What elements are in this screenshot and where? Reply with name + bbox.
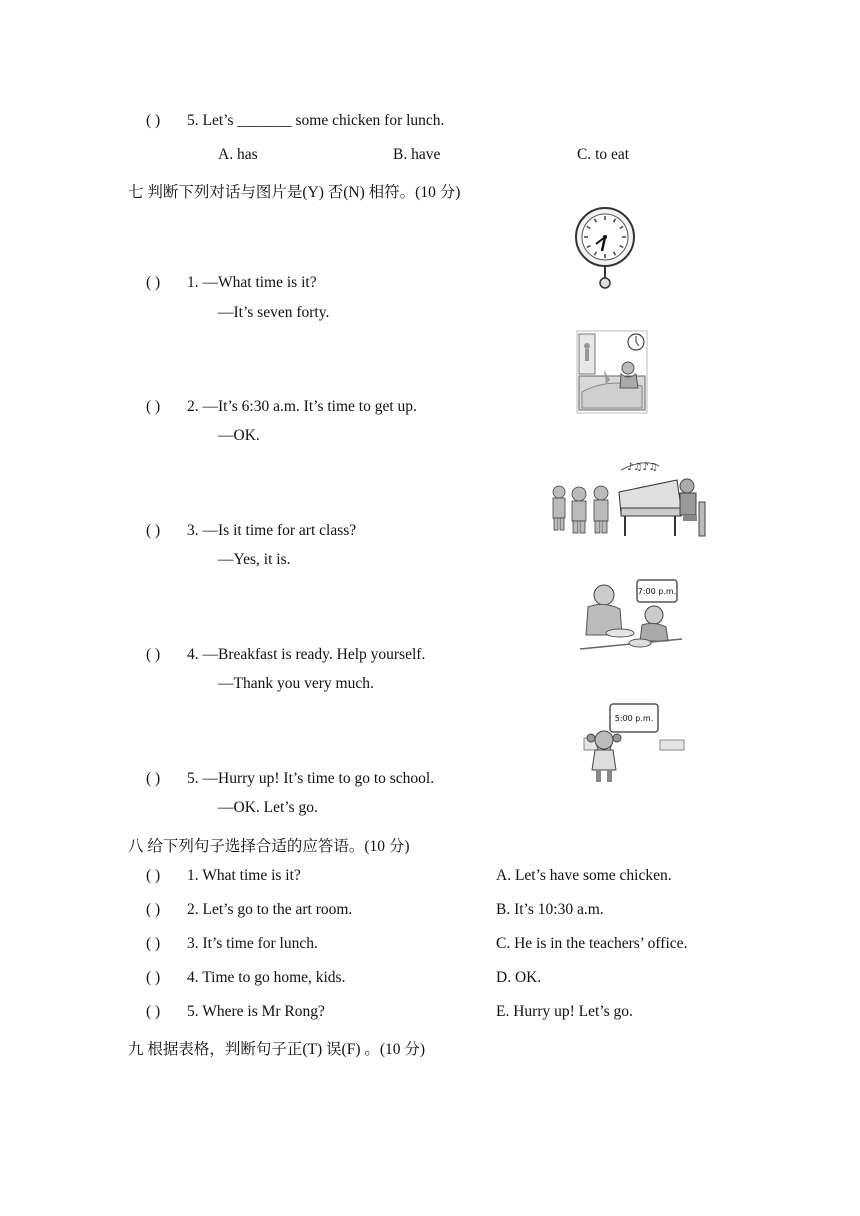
s8-answer-c: C. He is in the teachers’ office.	[496, 935, 688, 952]
s8-answer-a: A. Let’s have some chicken.	[496, 867, 672, 884]
s7-q5-line2: —OK. Let’s go.	[218, 799, 318, 816]
bedroom-wakeup-picture	[576, 330, 648, 414]
s7-q4-line2: —Thank you very much.	[218, 675, 374, 692]
s6-q5-paren[interactable]: ( )	[146, 112, 161, 129]
s7-q2-line2: —OK.	[218, 427, 260, 444]
s8-q2-question: 2. Let’s go to the art room.	[187, 901, 353, 918]
wall-clock-picture	[574, 204, 636, 292]
s8-q3-question: 3. It’s time for lunch.	[187, 935, 318, 952]
s8-q4-paren[interactable]: ( )	[146, 969, 161, 986]
section-9-heading: 九 根据表格，判断句子正(T) 误(F) 。(10 分)	[128, 1041, 426, 1058]
s6-q5-option-c[interactable]: C. to eat	[577, 146, 630, 163]
s6-q5-option-a[interactable]: A. has	[218, 146, 258, 163]
s7-q3-paren[interactable]: ( )	[146, 522, 161, 539]
s7-q3-line1: 3. —Is it time for art class?	[187, 522, 357, 539]
s6-q5-text: 5. Let’s _______ some chicken for lunch.	[187, 112, 445, 129]
s8-answer-d: D. OK.	[496, 969, 542, 986]
svg-text:♪♫♪♫: ♪♫♪♫	[627, 462, 658, 473]
s7-q1-line2: —It’s seven forty.	[218, 304, 330, 321]
s7-q1-line1: 1. —What time is it?	[187, 274, 317, 291]
girl-clock-label: 5:00 p.m.	[614, 714, 654, 723]
girl-clock-picture	[582, 702, 688, 788]
s8-answer-e: E. Hurry up! Let’s go.	[496, 1003, 633, 1020]
s8-q3-paren[interactable]: ( )	[146, 935, 161, 952]
music-class-picture	[549, 456, 719, 540]
dinner-clock-label: 7:00 p.m.	[637, 587, 677, 596]
section-8-heading: 八 给下列句子选择合适的应答语。(10 分)	[128, 838, 410, 855]
s8-answer-b: B. It’s 10:30 a.m.	[496, 901, 604, 918]
s7-q4-paren[interactable]: ( )	[146, 646, 161, 663]
s8-q5-paren[interactable]: ( )	[146, 1003, 161, 1020]
s7-q2-paren[interactable]: ( )	[146, 398, 161, 415]
s8-q1-question: 1. What time is it?	[187, 867, 301, 884]
s7-q4-line1: 4. —Breakfast is ready. Help yourself.	[187, 646, 426, 663]
s7-q1-paren[interactable]: ( )	[146, 274, 161, 291]
s7-q5-line1: 5. —Hurry up! It’s time to go to school.	[187, 770, 435, 787]
s7-q3-line2: —Yes, it is.	[218, 551, 291, 568]
dinner-picture	[576, 577, 686, 659]
s8-q5-question: 5. Where is Mr Rong?	[187, 1003, 325, 1020]
s8-q4-question: 4. Time to go home, kids.	[187, 969, 346, 986]
s6-q5-option-b[interactable]: B. have	[393, 146, 441, 163]
s8-q2-paren[interactable]: ( )	[146, 901, 161, 918]
section-7-heading: 七 判断下列对话与图片是(Y) 否(N) 相符。(10 分)	[128, 184, 461, 201]
s8-q1-paren[interactable]: ( )	[146, 867, 161, 884]
s7-q5-paren[interactable]: ( )	[146, 770, 161, 787]
s7-q2-line1: 2. —It’s 6:30 a.m. It’s time to get up.	[187, 398, 417, 415]
